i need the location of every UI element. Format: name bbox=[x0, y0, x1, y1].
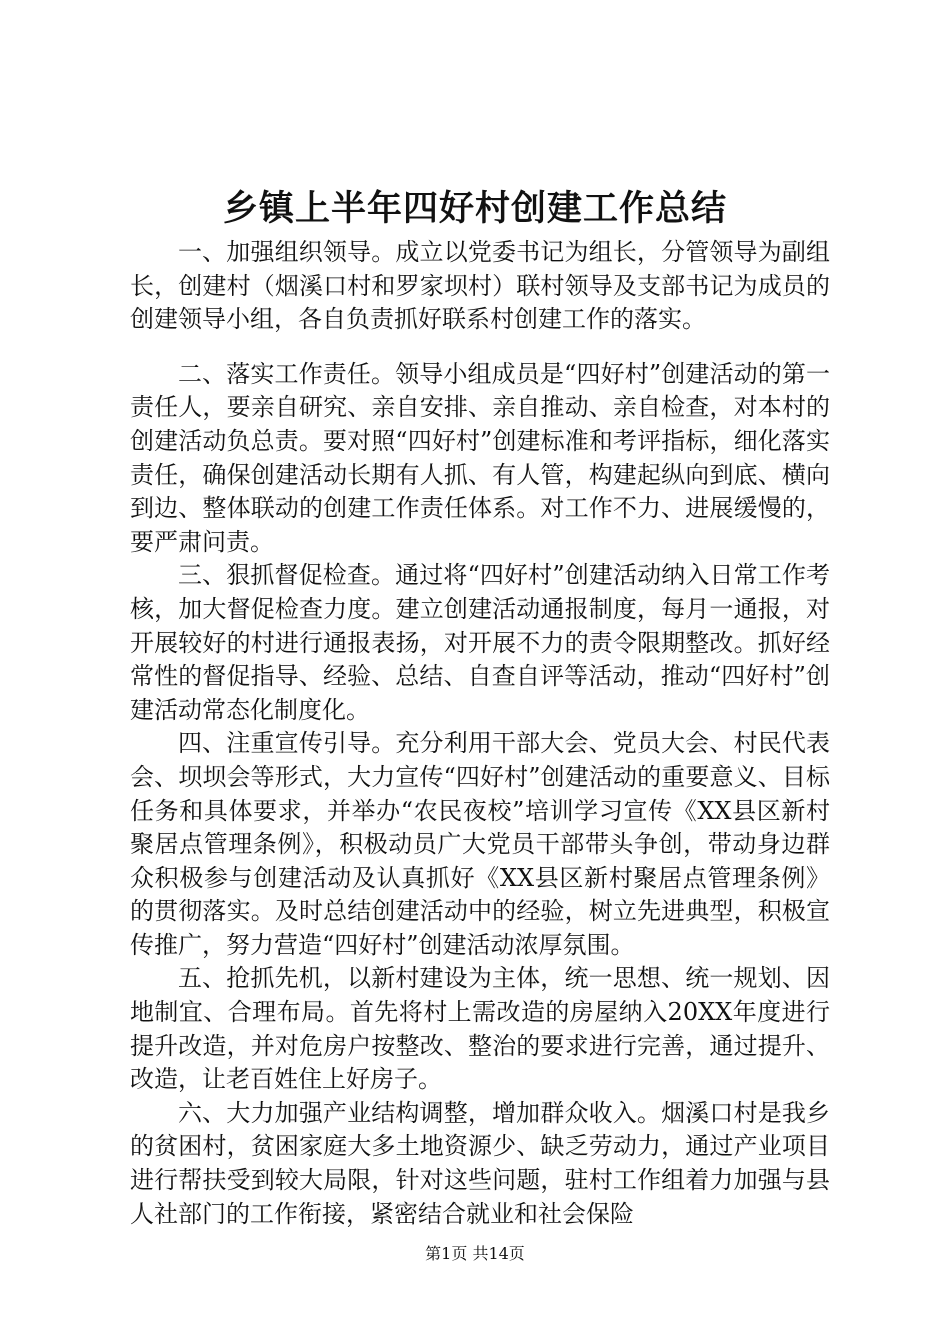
paragraph-4: 四、注重宣传引导。充分利用干部大会、党员大会、村民代表会、坝坝会等形式，大力宣传“四好村”创建活动的重要意义、目标任务和具体要求，并举办“农民夜校”培训学习宣传《XX县区新村聚居点管理条例》，积极动员广大党员干部带头争创，带动身边群众积极参与创建活动及认真抓好《XX县区新村聚居点管理条例》的贯彻落实。及时总结创建活动中的经验，树立先进典型，积极宣传推广，努力营造“四好村”创建活动浓厚氛围。 bbox=[130, 729, 830, 959]
paragraph-5: 五、抢抓先机，以新村建设为主体，统一思想、统一规划、因地制宜、合理布局。首先将村上需改造的房屋纳入20XX年度进行提升改造，并对危房户按整改、整治的要求进行完善，通过提升、改造，让老百姓住上好房子。 bbox=[130, 964, 830, 1094]
document-title: 乡镇上半年四好村创建工作总结 bbox=[222, 188, 727, 229]
paragraph-2: 二、落实工作责任。领导小组成员是“四好村”创建活动的第一责任人，要亲自研究、亲自安排、亲自推动、亲自检查，对本村的创建活动负总责。要对照“四好村”创建标准和考评指标，细化落实责任，确保创建活动长期有人抓、有人管，构建起纵向到底、横向到边、整体联动的创建工作责任体系。对工作不力、进展缓慢的，要严肃问责。 bbox=[130, 359, 830, 556]
page-footer: 第1页 共14页 bbox=[425, 1244, 525, 1263]
document-body bbox=[130, 236, 830, 1231]
paragraph-3: 三、狠抓督促检查。通过将“四好村”创建活动纳入日常工作考核，加大督促检查力度。建立创建活动通报制度，每月一通报，对开展较好的村进行通报表扬，对开展不力的责令限期整改。抓好经常性的督促指导、经验、总结、自查自评等活动，推动“四好村”创建活动常态化制度化。 bbox=[130, 561, 830, 724]
paragraph-1: 一、加强组织领导。成立以党委书记为组长，分管领导为副组长，创建村（烟溪口村和罗家坝村）联村领导及支部书记为成员的创建领导小组，各自负责抓好联系村创建工作的落实。 bbox=[130, 238, 830, 334]
paragraph-6: 六、大力加强产业结构调整，增加群众收入。烟溪口村是我乡的贫困村，贫困家庭大多土地资源少、缺乏劳动力，通过产业项目进行帮扶受到较大局限，针对这些问题，驻村工作组着力加强与县人社部门的工作衔接，紧密结合就业和社会保险 bbox=[130, 1098, 830, 1228]
